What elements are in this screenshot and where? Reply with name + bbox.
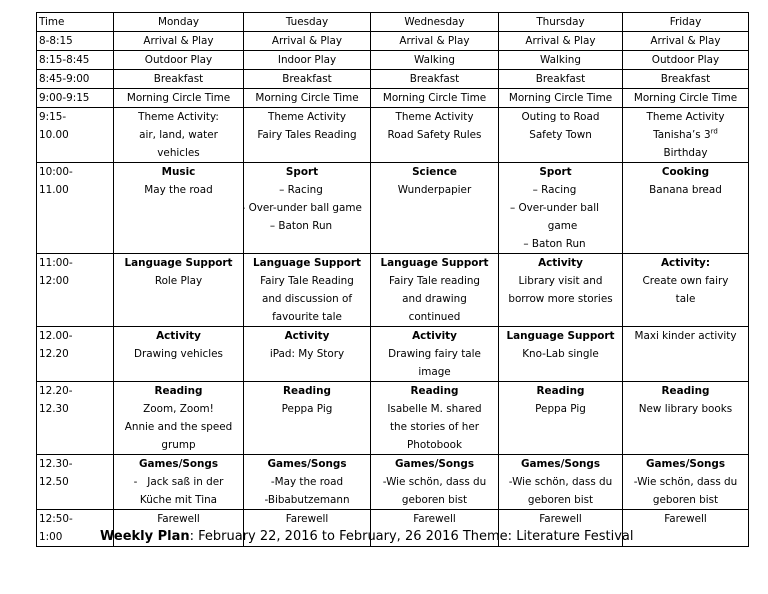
activity-title: Language Support (253, 257, 361, 269)
cell-line: tale (675, 293, 696, 305)
schedule-cell (371, 327, 499, 382)
schedule-cell (114, 455, 244, 510)
cell-line: Banana bread (649, 184, 722, 196)
time-start: 9:15- (39, 111, 67, 123)
activity-title: Games/Songs (138, 458, 219, 470)
list-item: – Racing (501, 181, 620, 199)
schedule-cell: Breakfast (499, 70, 623, 89)
time-end: 10.00 (39, 129, 69, 141)
schedule-cell: Arrival & Play (371, 32, 499, 51)
birthday-text: Tanisha’s 3 (653, 129, 711, 141)
cell-line: image (418, 366, 451, 378)
table-row (37, 327, 749, 382)
schedule-cell (371, 163, 499, 254)
activity-title: Science (412, 166, 457, 178)
time-slot: 8:45-9:00 (37, 70, 114, 89)
time-end: 11.00 (39, 184, 69, 196)
table-row (37, 254, 749, 327)
schedule-cell (623, 382, 749, 455)
day-header-monday: Monday (114, 13, 244, 32)
activity-title: Reading (410, 385, 459, 397)
cell-line: New library books (638, 403, 733, 415)
cell-line: Küche mit Tina (139, 494, 218, 506)
schedule-cell: Walking (371, 51, 499, 70)
weekly-plan-sheet (36, 12, 748, 547)
activity-title: Games/Songs (645, 458, 726, 470)
activity-title: Reading (536, 385, 585, 397)
list-item-continuation: game (547, 220, 578, 232)
schedule-cell: Morning Circle Time (623, 89, 749, 108)
schedule-cell: Outdoor Play (623, 51, 749, 70)
schedule-cell: Breakfast (371, 70, 499, 89)
ordinal-suffix: rd (710, 127, 718, 136)
schedule-cell (371, 382, 499, 455)
cell-line: Create own fairy (642, 275, 729, 287)
time-slot (37, 108, 114, 163)
cell-line: Theme Activity: (138, 111, 219, 123)
cell-line: favourite tale (272, 311, 342, 323)
time-end: 12.20 (39, 348, 69, 360)
cell-line (625, 126, 746, 144)
schedule-cell (244, 382, 371, 455)
schedule-cell: Arrival & Play (244, 32, 371, 51)
schedule-cell (244, 327, 371, 382)
schedule-cell (371, 455, 499, 510)
time-slot: 8:15-8:45 (37, 51, 114, 70)
cell-line: Theme Activity (646, 111, 725, 123)
activity-title: Activity: (661, 257, 710, 269)
caption-text: : February 22, 2016 to February, 26 2016 Theme: Literature Festival (189, 529, 634, 544)
activity-title: Music (161, 166, 196, 178)
cell-line: Maxi kinder activity (634, 330, 737, 342)
schedule-cell (623, 455, 749, 510)
schedule-cell: Farewell (371, 510, 499, 547)
list-item: – Baton Run (246, 217, 368, 235)
schedule-cell (244, 455, 371, 510)
activity-title: Cooking (661, 166, 710, 178)
header-row (37, 13, 749, 32)
time-start: 10:00- (39, 166, 73, 178)
schedule-cell (499, 163, 623, 254)
schedule-cell (114, 108, 244, 163)
cell-line: Photobook (407, 439, 462, 451)
activity-title: Activity (412, 330, 457, 342)
cell-line: Fairy Tales Reading (257, 129, 357, 141)
schedule-cell (499, 108, 623, 163)
schedule-cell (623, 108, 749, 163)
list-item: – Over-under ball game (246, 199, 368, 217)
cell-line: Road Safety Rules (387, 129, 482, 141)
caption-label: Weekly Plan (100, 529, 190, 544)
schedule-cell: Arrival & Play (623, 32, 749, 51)
time-end: 12:00 (39, 275, 69, 287)
day-header-friday: Friday (623, 13, 749, 32)
table-row (37, 51, 749, 70)
list-item: – Over-under ball (501, 199, 620, 217)
time-start: 12.00- (39, 330, 73, 342)
cell-line: Fairy Tale reading (388, 275, 481, 287)
schedule-cell: Indoor Play (244, 51, 371, 70)
cell-line: Isabelle M. shared (387, 403, 482, 415)
time-start: 12.30- (39, 458, 73, 470)
cell-line: Outing to Road (521, 111, 600, 123)
time-slot (37, 163, 114, 254)
cell-line: Role Play (154, 275, 203, 287)
schedule-cell: Farewell (623, 510, 749, 547)
cell-line (116, 473, 241, 491)
cell-line: geboren bist (527, 494, 594, 506)
cell-line: -May the road (270, 476, 344, 488)
cell-line: Library visit and (518, 275, 603, 287)
cell-line: Zoom, Zoom! (143, 403, 214, 415)
table-row (37, 382, 749, 455)
time-end: 12.30 (39, 403, 69, 415)
time-start: 12:50- (39, 513, 73, 525)
cell-line: -Bibabutzemann (264, 494, 350, 506)
activity-title: Language Support (506, 330, 615, 342)
activity-title: Reading (283, 385, 331, 397)
schedule-cell (114, 327, 244, 382)
schedule-cell: Morning Circle Time (499, 89, 623, 108)
schedule-cell (114, 254, 244, 327)
cell-line: borrow more stories (508, 293, 613, 305)
cell-line: Theme Activity (267, 111, 346, 123)
time-start: 12.20- (39, 385, 73, 397)
cell-line: geboren bist (652, 494, 719, 506)
cell-line: iPad: My Story (269, 348, 345, 360)
day-header-tuesday: Tuesday (244, 13, 371, 32)
schedule-cell (623, 163, 749, 254)
cell-line: air, land, water (139, 129, 218, 141)
cell-line: -Wie schön, dass du (633, 476, 738, 488)
cell-line: Fairy Tale Reading (260, 275, 354, 287)
schedule-cell (499, 455, 623, 510)
list-item: – Racing (246, 181, 368, 199)
schedule-cell (499, 254, 623, 327)
list-item: – Baton Run (501, 235, 620, 253)
schedule-cell (244, 254, 371, 327)
table-row (37, 455, 749, 510)
cell-line: geboren bist (401, 494, 468, 506)
schedule-cell (114, 163, 244, 254)
day-header-thursday: Thursday (499, 13, 623, 32)
cell-line: Drawing fairy tale (388, 348, 481, 360)
cell-line: continued (408, 311, 461, 323)
schedule-cell: Morning Circle Time (114, 89, 244, 108)
cell-line: -Wie schön, dass du (382, 476, 487, 488)
schedule-cell: Walking (499, 51, 623, 70)
cell-line: and discussion of (261, 293, 353, 305)
time-slot: 8-8:15 (37, 32, 114, 51)
activity-title: Activity (284, 330, 330, 342)
activity-title: Reading (154, 385, 203, 397)
cell-line: and drawing (402, 293, 467, 305)
cell-line: Birthday (663, 147, 708, 159)
schedule-cell (244, 163, 371, 254)
cell-line: grump (161, 439, 196, 451)
schedule-cell: Breakfast (114, 70, 244, 89)
activity-title: Activity (156, 330, 201, 342)
day-header-wednesday: Wednesday (371, 13, 499, 32)
weekly-plan-caption (100, 529, 634, 544)
time-end: 1:00 (39, 531, 63, 543)
activity-title: Games/Songs (267, 458, 347, 470)
time-slot (37, 382, 114, 455)
cell-line: May the road (144, 184, 213, 196)
schedule-cell (371, 108, 499, 163)
activity-title: Sport (539, 166, 572, 178)
table-row (37, 163, 749, 254)
cell-line: Kno-Lab single (522, 348, 599, 360)
schedule-cell: Farewell (499, 510, 623, 547)
table-row (37, 70, 749, 89)
cell-line: Drawing vehicles (134, 348, 223, 360)
schedule-cell: Morning Circle Time (371, 89, 499, 108)
schedule-cell (499, 327, 623, 382)
schedule-cell (371, 254, 499, 327)
activity-title: Reading (661, 385, 710, 397)
bullet-dash: - (133, 476, 148, 488)
activity-title: Games/Songs (520, 458, 601, 470)
schedule-cell: Arrival & Play (114, 32, 244, 51)
activity-title: Language Support (124, 257, 233, 269)
time-start: 11:00- (39, 257, 73, 269)
schedule-cell: Farewell (244, 510, 371, 547)
cell-line: Wunderpapier (397, 184, 472, 196)
cell-line: Peppa Pig (281, 403, 333, 415)
time-slot (37, 455, 114, 510)
cell-line: -Wie schön, dass du (508, 476, 613, 488)
cell-line: Peppa Pig (535, 403, 586, 415)
schedule-cell (114, 382, 244, 455)
activity-title: Activity (538, 257, 583, 269)
cell-line: the stories of her (389, 421, 480, 433)
schedule-cell (623, 254, 749, 327)
schedule-cell: Outdoor Play (114, 51, 244, 70)
table-row (37, 108, 749, 163)
cell-line: Theme Activity (395, 111, 474, 123)
time-slot (37, 327, 114, 382)
activity-title: Sport (285, 166, 319, 178)
schedule-cell (244, 108, 371, 163)
time-header: Time (37, 13, 114, 32)
time-slot: 9:00-9:15 (37, 89, 114, 108)
cell-line: Safety Town (529, 129, 592, 141)
activity-title: Language Support (380, 257, 489, 269)
schedule-cell: Arrival & Play (499, 32, 623, 51)
schedule-cell: Farewell (114, 510, 244, 547)
schedule-cell: Breakfast (623, 70, 749, 89)
weekly-schedule-table (36, 12, 749, 547)
schedule-cell: Morning Circle Time (244, 89, 371, 108)
time-slot (37, 254, 114, 327)
schedule-cell (499, 382, 623, 455)
song-title: Jack saß in der (147, 476, 224, 488)
table-row (37, 32, 749, 51)
table-row (37, 89, 749, 108)
time-end: 12.50 (39, 476, 69, 488)
schedule-cell: Breakfast (244, 70, 371, 89)
cell-line: Annie and the speed (124, 421, 233, 433)
activity-title: Games/Songs (394, 458, 475, 470)
schedule-cell (623, 327, 749, 382)
cell-line: vehicles (157, 147, 200, 159)
